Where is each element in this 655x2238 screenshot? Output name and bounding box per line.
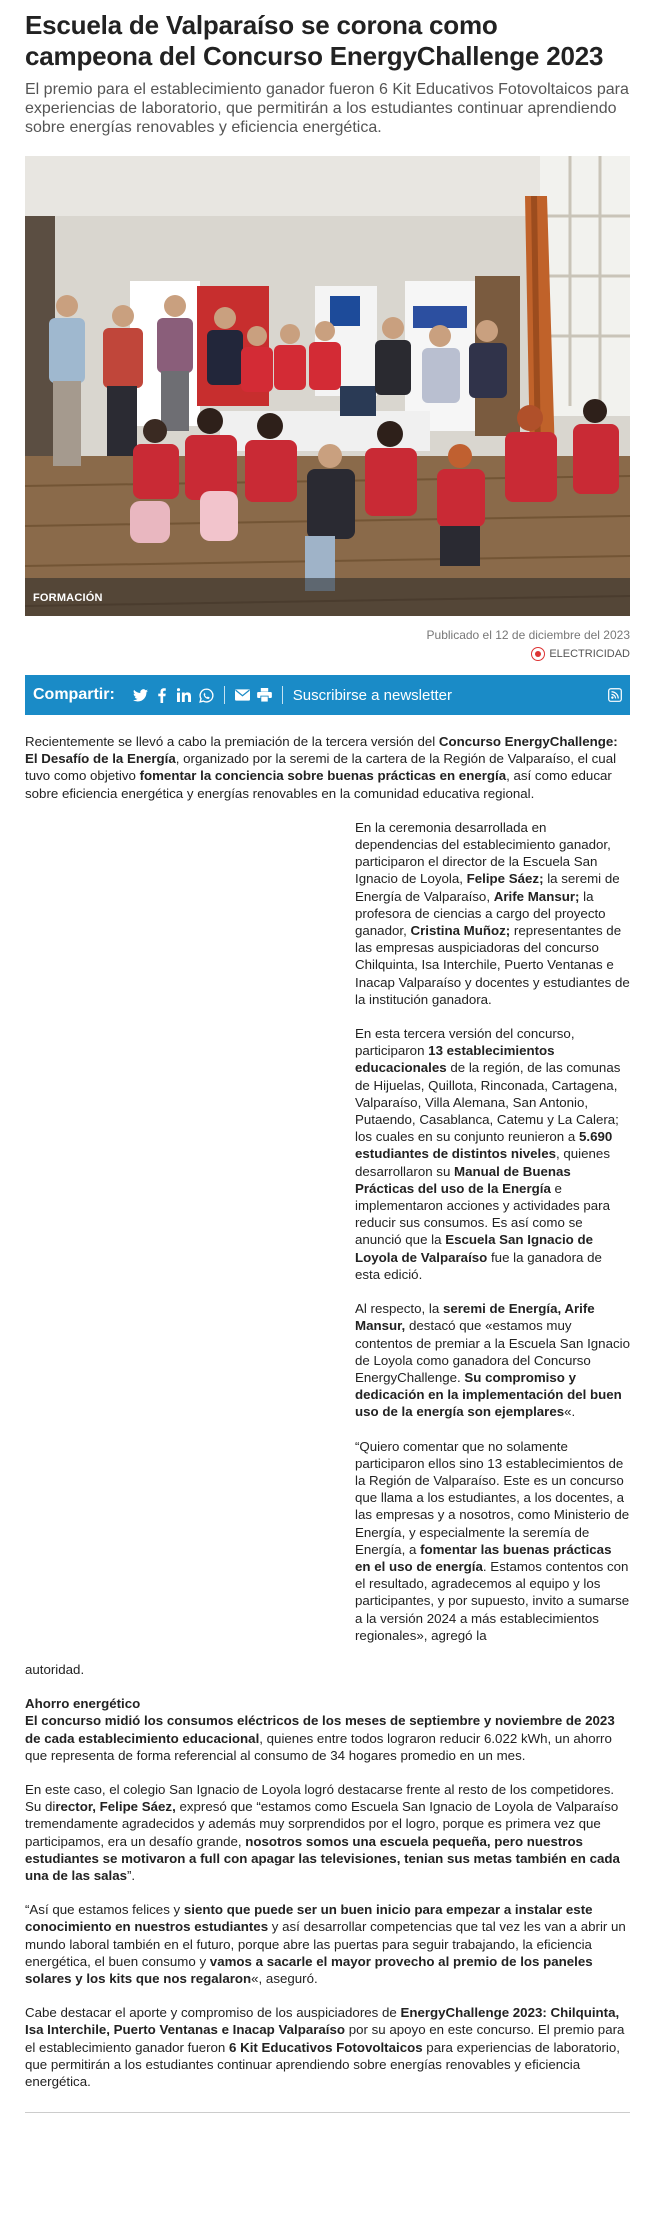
image-category-tag[interactable]: FORMACIÓN: [33, 592, 103, 604]
section-heading-ahorro: Ahorro energético: [25, 1696, 141, 1712]
paragraph-quote-tail: autoridad.: [25, 1661, 85, 1677]
newsletter-link[interactable]: Suscribirse a newsletter: [292, 686, 453, 704]
share-icons: [133, 688, 214, 703]
category-link[interactable]: [25, 647, 630, 661]
article: [0, 10, 655, 2113]
category-label: ELECTRICIDAD: [549, 648, 630, 660]
share-separator: [224, 686, 225, 704]
article-end-divider: [25, 2112, 630, 2113]
newsletter-separator: [282, 686, 283, 704]
article-subtitle: El premio para el establecimiento ganador fueron 6 Kit Educativos Fotovoltaicos para experiencias de laboratorio, que permitirán a los estudiantes continuar aprendiendo sobre energías renovables y eficiencia energética.: [25, 81, 629, 136]
twitter-icon[interactable]: [133, 688, 148, 703]
print-icon[interactable]: [257, 688, 272, 703]
paragraph-ceremony: En la ceremonia desarrollada en dependencias del establecimiento ganador, participaron el director de la Escuela San Ignacio de Loyola, Felipe Sáez; la seremi de Energía de Valparaíso, Arife Mansur; la profesora de ciencias a cargo del proyecto ganador, Cristina Muñoz; representantes de las empresas auspiciadoras del concurso Chilquinta, Isa Interchile, Puerto Ventanas e Inacap Valparaíso y docentes y estudiantes de la institución ganadora.: [355, 819, 630, 1007]
paragraph-cierre: Cabe destacar el aporte y compromiso de los auspiciadores de EnergyChallenge 2023: Chilquinta, Isa Interchile, Puerto Ventanas e Inacap Valparaíso por su apoyo en este concurso. El premio para el establecimiento ganador fueron 6 Kit Educativos Fotovoltaicos para experiencias de laboratorio, que permitirán a los estudiantes continuar aprendiendo sobre energías renovables y eficiencia energética.: [25, 2005, 625, 2090]
article-column-right: [355, 819, 630, 1644]
publish-date: Publicado el 12 de diciembre del 2023: [426, 628, 630, 642]
hero-image[interactable]: [25, 156, 630, 616]
whatsapp-icon[interactable]: [199, 688, 214, 703]
share-bar: [25, 675, 630, 715]
paragraph-quote: “Quiero comentar que no solamente participaron ellos sino 13 establecimientos de la Región de Valparaíso. Este es un concurso que llama a los estudiantes, a los docentes, a las empresas y a nosotros, como Ministerio de Energía, y especialmente la seremía de Energía, a fomentar las buenas prácticas en el uso de energía. Estamos contentos con el resultado, agradecemos al equipo y los participantes, y por supuesto, invito a sumarse a la versión 2024 a más establecimientos regionales», agregó la: [355, 1438, 630, 1643]
section-ahorro: Ahorro energético El concurso midió los consumos eléctricos de los meses de septiembre y noviembre de 2023 de cada establecimiento educacional, quienes entre todos lograron reducir 6.022 kWh, un ahorro que representa de forma referencial al consumo de 34 hogares promedio en un mes.: [25, 1696, 615, 1763]
facebook-icon[interactable]: [155, 688, 170, 703]
paragraph-colegio: En este caso, el colegio San Ignacio de Loyola logró destacarse frente al resto de los competidores. Su director, Felipe Sáez, expresó que “estamos como Escuela San Ignacio de Loyola de Valparaíso tremendamente agradecidos y además muy sorprendidos por el logro, porque es primera vez que participamos, era un desafío grande, nosotros somos una escuela pequeña, pero nuestros estudiantes se motivaron a full con apagar las televisiones, tenian sus metas también en cada una de las salas”.: [25, 1781, 620, 1883]
article-meta: [25, 628, 630, 661]
email-icon[interactable]: [235, 688, 250, 703]
article-body: [25, 733, 630, 2090]
image-caption-bar: [25, 578, 630, 616]
group-photo: [25, 156, 630, 616]
electricity-circle-icon: [531, 647, 545, 661]
paragraph-felices: “Así que estamos felices y siento que puede ser un buen inicio para empezar a instalar este conocimiento en nuestros estudiantes y así desarrollar competencias que tal vez les van a abrir un mundo laboral también en el futuro, porque abre las puertas para seguir trabajando, la eficiencia energética, el buen consumo y vamos a sacarle el mayor provecho al premio de los paneles solares y los kits que nos regalaron«, aseguró.: [25, 1902, 626, 1986]
share-label: Compartir:: [33, 686, 115, 703]
linkedin-icon[interactable]: [177, 688, 192, 703]
article-title: Escuela de Valparaíso se corona como campeona del Concurso EnergyChallenge 2023: [25, 10, 604, 71]
paragraph-seremi: Al respecto, la seremi de Energía, Arife Mansur, destacó que «estamos muy contentos de premiar a la Escuela San Ignacio de Loyola como ganadora del Concurso EnergyChallenge. Su compromiso y dedicación en la implementación del buen uso de la energía son ejemplares«.: [355, 1301, 630, 1420]
paragraph-intro: Recientemente se llevó a cabo la premiación de la tercera versión del Concurso EnergyChallenge: El Desafío de la Energía, organizado por la seremi de la cartera de la Región de Valparaíso, el cual tuvo como objetivo fomentar la conciencia sobre buenas prácticas en energía, así como educar sobre eficiencia energética y energías renovables en la comunidad educativa regional.: [25, 734, 618, 801]
action-icons: [235, 688, 272, 703]
rss-icon[interactable]: [607, 688, 622, 703]
paragraph-version: En esta tercera versión del concurso, participaron 13 establecimientos educacionales de la región, de las comunas de Hijuelas, Quillota, Rinconada, Cartagena, Valparaíso, Villa Alemana, San Antonio, Putaendo, Casablanca, Catemu y La Calera; los cuales en su conjunto reunieron a 5.690 estudiantes de distintos niveles, quienes desarrollaron su Manual de Buenas Prácticas del uso de la Energía e implementaron acciones y actividades para reducir sus consumos. Es así como se anunció que la Escuela San Ignacio de Loyola de Valparaíso fue la ganadora de esta edició.: [355, 1026, 621, 1282]
